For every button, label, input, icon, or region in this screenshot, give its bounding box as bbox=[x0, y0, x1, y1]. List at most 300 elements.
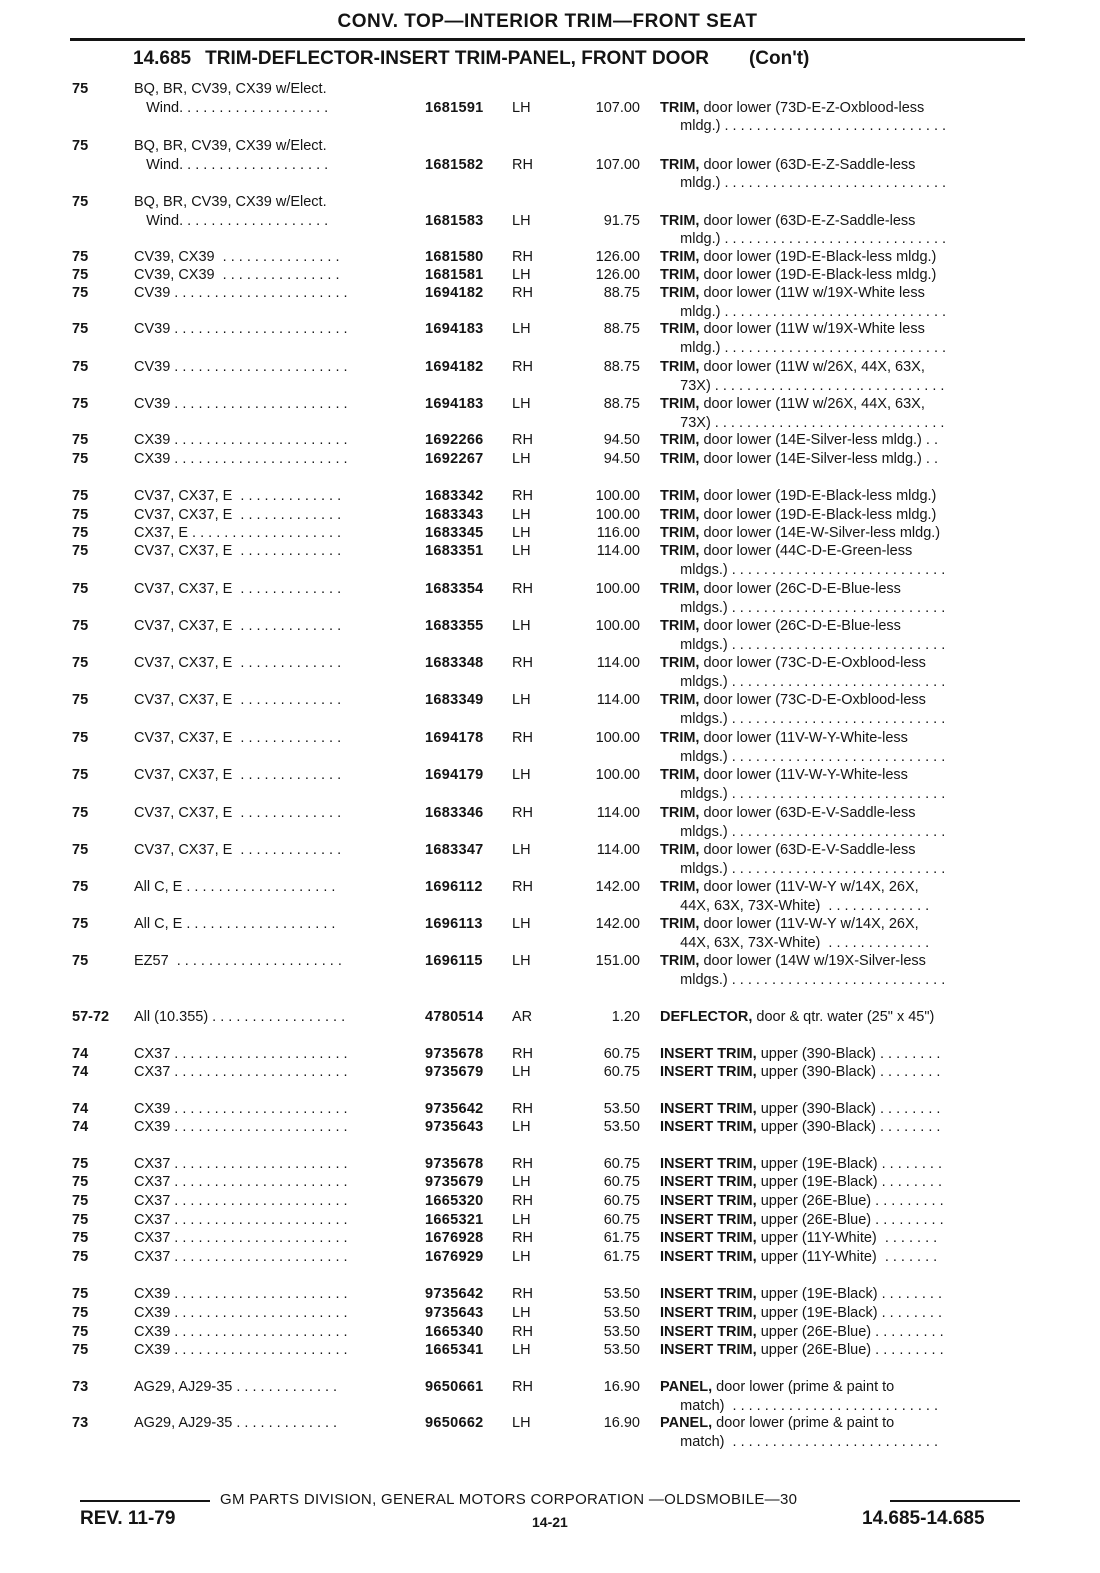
price: 107.00 bbox=[595, 99, 640, 116]
part-name: TRIM, bbox=[660, 525, 700, 541]
part-number: 1696112 bbox=[425, 879, 483, 895]
page-header: CONV. TOP—INTERIOR TRIM—FRONT SEAT bbox=[70, 8, 1025, 41]
part-name: TRIM, bbox=[660, 359, 700, 375]
part-description: INSERT TRIM, upper (11Y-White) . . . . . . . bbox=[660, 1249, 938, 1265]
part-number: 1683354 bbox=[425, 581, 484, 597]
part-description: TRIM, door lower (19D-E-Black-less mldg.) bbox=[660, 249, 937, 265]
model-year: 75 bbox=[72, 267, 89, 283]
part-number: 1665320 bbox=[425, 1193, 484, 1209]
model-year: 75 bbox=[72, 451, 89, 467]
part-number: 9650661 bbox=[425, 1379, 484, 1395]
part-name: INSERT TRIM, bbox=[660, 1193, 757, 1209]
model-application: CV39 . . . . . . . . . . . . . . . . . . . . . . bbox=[134, 396, 348, 412]
model-application: CX37 . . . . . . . . . . . . . . . . . . . . . . bbox=[134, 1046, 348, 1062]
part-name: TRIM, bbox=[660, 805, 700, 821]
side: LH bbox=[512, 267, 531, 283]
part-name: INSERT TRIM, bbox=[660, 1342, 757, 1358]
part-name: TRIM, bbox=[660, 730, 700, 746]
part-number: 1683342 bbox=[425, 488, 484, 504]
revision-date: REV. 11-79 bbox=[80, 1508, 176, 1529]
part-description: TRIM, door lower (14E-W-Silver-less mldg.) bbox=[660, 525, 941, 541]
footer-publisher: GM PARTS DIVISION, GENERAL MOTORS CORPORATION —OLDSMOBILE—30 bbox=[220, 1491, 798, 1508]
price: 114.00 bbox=[596, 805, 640, 821]
side: RH bbox=[512, 730, 533, 746]
part-number: 1683345 bbox=[425, 525, 484, 541]
model-application: EZ57 . . . . . . . . . . . . . . . . . . . . . bbox=[134, 953, 342, 969]
part-name: TRIM, bbox=[660, 488, 700, 504]
model-application: CV37, CX37, E . . . . . . . . . . . . . bbox=[134, 842, 342, 858]
part-name: TRIM, bbox=[660, 267, 700, 283]
model-application: CV37, CX37, E . . . . . . . . . . . . . bbox=[134, 543, 342, 559]
model-application: CX37 . . . . . . . . . . . . . . . . . . . . . . bbox=[134, 1212, 348, 1228]
model-year: 57-72 bbox=[72, 1009, 110, 1025]
part-name: TRIM, bbox=[660, 321, 700, 337]
part-name: INSERT TRIM, bbox=[660, 1174, 757, 1190]
part-number: 1694178 bbox=[425, 730, 484, 746]
side: LH bbox=[512, 543, 531, 559]
model-application: CV39 . . . . . . . . . . . . . . . . . . . . . . bbox=[134, 321, 348, 337]
price: 60.75 bbox=[603, 1064, 640, 1080]
part-description: TRIM, door lower (19D-E-Black-less mldg.) bbox=[660, 507, 937, 523]
model-year: 75 bbox=[72, 618, 89, 634]
model-year: 75 bbox=[72, 805, 89, 821]
model-application: BQ, BR, CV39, CX39 w/Elect. Wind. . . . . . . . . . . . . . . . . . . bbox=[134, 138, 329, 173]
side: RH bbox=[512, 1286, 533, 1302]
price: 94.50 bbox=[603, 451, 640, 467]
model-application: CV39 . . . . . . . . . . . . . . . . . . . . . . bbox=[134, 359, 348, 375]
part-description: INSERT TRIM, upper (26E-Blue) . . . . . . . . . bbox=[660, 1324, 944, 1340]
model-year: 75 bbox=[72, 1249, 89, 1265]
side: RH bbox=[512, 1193, 533, 1209]
part-name: INSERT TRIM, bbox=[660, 1305, 757, 1321]
model-year: 75 bbox=[72, 81, 89, 97]
model-application: CX37 . . . . . . . . . . . . . . . . . . . . . . bbox=[134, 1156, 348, 1172]
part-number: 1681582 bbox=[425, 156, 484, 173]
part-number: 1696115 bbox=[425, 953, 483, 969]
model-application: CV37, CX37, E . . . . . . . . . . . . . bbox=[134, 507, 342, 523]
side: LH bbox=[512, 1342, 531, 1358]
price: 1.20 bbox=[611, 1009, 640, 1025]
model-year: 75 bbox=[72, 730, 89, 746]
price: 88.75 bbox=[603, 359, 640, 375]
part-number: 9735643 bbox=[425, 1305, 484, 1321]
side: RH bbox=[512, 805, 533, 821]
model-application: CX39 . . . . . . . . . . . . . . . . . . . . . . bbox=[134, 1101, 348, 1117]
side: LH bbox=[512, 507, 531, 523]
part-name: TRIM, bbox=[660, 879, 700, 895]
model-application: CX37 . . . . . . . . . . . . . . . . . . . . . . bbox=[134, 1249, 348, 1265]
part-name: TRIM, bbox=[660, 507, 700, 523]
part-number: 1694179 bbox=[425, 767, 484, 783]
part-description: TRIM, door lower (11W w/26X, 44X, 63X, 73X) . . . . . . . . . . . . . . . . . . . . . . . . . . . . . bbox=[660, 359, 945, 394]
price: 53.50 bbox=[603, 1286, 640, 1302]
part-number: 1681580 bbox=[425, 249, 484, 265]
model-year: 75 bbox=[72, 1174, 89, 1190]
model-year: 75 bbox=[72, 1193, 89, 1209]
part-name: INSERT TRIM, bbox=[660, 1156, 757, 1172]
part-name: TRIM, bbox=[660, 285, 700, 301]
side: RH bbox=[512, 488, 533, 504]
part-name: INSERT TRIM, bbox=[660, 1286, 757, 1302]
price: 100.00 bbox=[595, 618, 640, 634]
part-description: TRIM, door lower (14E-Silver-less mldg.) . . bbox=[660, 451, 938, 467]
price: 88.75 bbox=[603, 285, 640, 301]
price: 53.50 bbox=[603, 1324, 640, 1340]
model-year: 74 bbox=[72, 1101, 89, 1117]
section-range: 14.685-14.685 bbox=[862, 1508, 985, 1529]
part-description: TRIM, door lower (11V-W-Y w/14X, 26X, 44X, 63X, 73X-White) . . . . . . . . . . . . . bbox=[660, 879, 930, 914]
part-name: INSERT TRIM, bbox=[660, 1230, 757, 1246]
side: RH bbox=[512, 156, 533, 173]
part-number: 1683355 bbox=[425, 618, 484, 634]
model-year: 75 bbox=[72, 953, 89, 969]
model-application: All C, E . . . . . . . . . . . . . . . . . . . bbox=[134, 916, 336, 932]
price: 142.00 bbox=[595, 879, 640, 895]
part-description: PANEL, door lower (prime & paint to match) . . . . . . . . . . . . . . . . . . . . . . . . . . bbox=[660, 1379, 938, 1414]
model-application: BQ, BR, CV39, CX39 w/Elect. Wind. . . . . . . . . . . . . . . . . . . bbox=[134, 81, 329, 116]
price: 100.00 bbox=[595, 767, 640, 783]
model-application: CV37, CX37, E . . . . . . . . . . . . . bbox=[134, 581, 342, 597]
part-number: 9650662 bbox=[425, 1415, 484, 1431]
model-year: 75 bbox=[72, 916, 89, 932]
price: 53.50 bbox=[603, 1342, 640, 1358]
part-description: INSERT TRIM, upper (390-Black) . . . . . . . . bbox=[660, 1101, 941, 1117]
price: 91.75 bbox=[603, 212, 640, 229]
price: 61.75 bbox=[603, 1249, 640, 1265]
part-description: TRIM, door lower (19D-E-Black-less mldg.) bbox=[660, 488, 937, 504]
part-description: INSERT TRIM, upper (11Y-White) . . . . . . . bbox=[660, 1230, 938, 1246]
model-year: 75 bbox=[72, 842, 89, 858]
part-name: TRIM, bbox=[660, 249, 700, 265]
part-number: 1694183 bbox=[425, 396, 484, 412]
model-year: 75 bbox=[72, 1212, 89, 1228]
price: 60.75 bbox=[603, 1174, 640, 1190]
side: LH bbox=[512, 1064, 531, 1080]
model-application: CX39 . . . . . . . . . . . . . . . . . . . . . . bbox=[134, 1305, 348, 1321]
part-number: 1683351 bbox=[425, 543, 484, 559]
side: LH bbox=[512, 321, 531, 337]
price: 16.90 bbox=[603, 1379, 640, 1395]
model-year: 75 bbox=[72, 581, 89, 597]
part-description: INSERT TRIM, upper (390-Black) . . . . . . . . bbox=[660, 1046, 941, 1062]
part-name: PANEL, bbox=[660, 1415, 713, 1431]
price: 100.00 bbox=[595, 730, 640, 746]
part-number: 1665340 bbox=[425, 1324, 484, 1340]
section-continued: (Con't) bbox=[748, 48, 810, 69]
part-description: DEFLECTOR, door & qtr. water (25" x 45") bbox=[660, 1009, 935, 1025]
price: 53.50 bbox=[603, 1119, 640, 1135]
model-application: CX39 . . . . . . . . . . . . . . . . . . . . . . bbox=[134, 1324, 348, 1340]
part-description: INSERT TRIM, upper (390-Black) . . . . . . . . bbox=[660, 1119, 941, 1135]
model-year: 75 bbox=[72, 1305, 89, 1321]
price: 126.00 bbox=[595, 249, 640, 265]
part-description: TRIM, door lower (26C-D-E-Blue-less mldgs.) . . . . . . . . . . . . . . . . . . . . . . . . . . . bbox=[660, 581, 946, 616]
price: 114.00 bbox=[596, 655, 640, 671]
part-description: TRIM, door lower (63D-E-V-Saddle-less mldgs.) . . . . . . . . . . . . . . . . . . . . . . . . . . . bbox=[660, 805, 946, 840]
part-number: 1696113 bbox=[425, 916, 483, 932]
side: RH bbox=[512, 1230, 533, 1246]
model-application: CV37, CX37, E . . . . . . . . . . . . . bbox=[134, 692, 342, 708]
price: 61.75 bbox=[603, 1230, 640, 1246]
part-name: TRIM, bbox=[660, 156, 700, 173]
part-description: PANEL, door lower (prime & paint to match) . . . . . . . . . . . . . . . . . . . . . . . . . . bbox=[660, 1415, 938, 1450]
section-name: TRIM-DEFLECTOR-INSERT TRIM-PANEL, FRONT DOOR bbox=[205, 48, 709, 69]
part-number: 9735679 bbox=[425, 1064, 484, 1080]
part-number: 4780514 bbox=[425, 1009, 484, 1025]
part-description: TRIM, door lower (11W w/19X-White less mldg.) . . . . . . . . . . . . . . . . . . . . . . . . . . . . bbox=[660, 285, 947, 320]
part-number: 1694182 bbox=[425, 359, 484, 375]
part-description: INSERT TRIM, upper (19E-Black) . . . . . . . . bbox=[660, 1305, 943, 1321]
part-name: INSERT TRIM, bbox=[660, 1324, 757, 1340]
model-year: 74 bbox=[72, 1046, 89, 1062]
page-number: 14-21 bbox=[532, 1514, 568, 1530]
part-name: TRIM, bbox=[660, 842, 700, 858]
side: LH bbox=[512, 916, 531, 932]
part-number: 9735643 bbox=[425, 1119, 484, 1135]
side: LH bbox=[512, 1305, 531, 1321]
part-name: TRIM, bbox=[660, 396, 700, 412]
model-application: CX37 . . . . . . . . . . . . . . . . . . . . . . bbox=[134, 1174, 348, 1190]
footer-rule-right bbox=[890, 1500, 1020, 1502]
model-application: CX37 . . . . . . . . . . . . . . . . . . . . . . bbox=[134, 1193, 348, 1209]
model-application: All C, E . . . . . . . . . . . . . . . . . . . bbox=[134, 879, 336, 895]
part-name: TRIM, bbox=[660, 692, 700, 708]
model-application: CV37, CX37, E . . . . . . . . . . . . . bbox=[134, 488, 342, 504]
model-application: CX39 . . . . . . . . . . . . . . . . . . . . . . bbox=[134, 1286, 348, 1302]
model-year: 75 bbox=[72, 692, 89, 708]
part-number: 1683349 bbox=[425, 692, 484, 708]
side: LH bbox=[512, 1249, 531, 1265]
model-application: CV37, CX37, E . . . . . . . . . . . . . bbox=[134, 805, 342, 821]
price: 53.50 bbox=[603, 1101, 640, 1117]
price: 114.00 bbox=[596, 842, 640, 858]
model-application: CV39, CX39 . . . . . . . . . . . . . . . bbox=[134, 267, 340, 283]
model-application: CV39 . . . . . . . . . . . . . . . . . . . . . . bbox=[134, 285, 348, 301]
part-description: INSERT TRIM, upper (19E-Black) . . . . . . . . bbox=[660, 1156, 943, 1172]
side: RH bbox=[512, 1379, 533, 1395]
model-application: CX37, E . . . . . . . . . . . . . . . . . . . bbox=[134, 525, 342, 541]
part-description: TRIM, door lower (63D-E-Z-Saddle-less mldg.) . . . . . . . . . . . . . . . . . . . . . . . . . . . . bbox=[660, 156, 947, 191]
side: LH bbox=[512, 396, 531, 412]
part-number: 9735678 bbox=[425, 1046, 484, 1062]
part-name: INSERT TRIM, bbox=[660, 1046, 757, 1062]
model-year: 75 bbox=[72, 1324, 89, 1340]
price: 142.00 bbox=[595, 916, 640, 932]
side: LH bbox=[512, 451, 531, 467]
model-year: 75 bbox=[72, 1286, 89, 1302]
part-name: INSERT TRIM, bbox=[660, 1101, 757, 1117]
price: 100.00 bbox=[595, 507, 640, 523]
model-application: BQ, BR, CV39, CX39 w/Elect. Wind. . . . . . . . . . . . . . . . . . . bbox=[134, 194, 329, 229]
part-description: TRIM, door lower (19D-E-Black-less mldg.) bbox=[660, 267, 937, 283]
side: LH bbox=[512, 1174, 531, 1190]
part-description: INSERT TRIM, upper (26E-Blue) . . . . . . . . . bbox=[660, 1193, 944, 1209]
part-name: INSERT TRIM, bbox=[660, 1249, 757, 1265]
side: LH bbox=[512, 953, 531, 969]
price: 114.00 bbox=[596, 692, 640, 708]
side: RH bbox=[512, 249, 533, 265]
part-number: 9735678 bbox=[425, 1156, 484, 1172]
part-description: TRIM, door lower (63D-E-Z-Saddle-less mldg.) . . . . . . . . . . . . . . . . . . . . . . . . . . . . bbox=[660, 212, 947, 247]
part-description: INSERT TRIM, upper (26E-Blue) . . . . . . . . . bbox=[660, 1342, 944, 1358]
part-description: INSERT TRIM, upper (19E-Black) . . . . . . . . bbox=[660, 1174, 943, 1190]
price: 100.00 bbox=[595, 581, 640, 597]
model-year: 74 bbox=[72, 1064, 89, 1080]
price: 100.00 bbox=[595, 488, 640, 504]
side: LH bbox=[512, 212, 531, 229]
side: LH bbox=[512, 99, 531, 116]
model-application: AG29, AJ29-35 . . . . . . . . . . . . . bbox=[134, 1379, 338, 1395]
part-name: TRIM, bbox=[660, 618, 700, 634]
side: AR bbox=[512, 1009, 533, 1025]
model-year: 75 bbox=[72, 767, 89, 783]
model-application: CV39, CX39 . . . . . . . . . . . . . . . bbox=[134, 249, 340, 265]
model-year: 75 bbox=[72, 321, 89, 337]
part-description: TRIM, door lower (73C-D-E-Oxblood-less mldgs.) . . . . . . . . . . . . . . . . . . . . . . . . . . . bbox=[660, 692, 946, 727]
model-application: CV37, CX37, E . . . . . . . . . . . . . bbox=[134, 618, 342, 634]
part-name: TRIM, bbox=[660, 543, 700, 559]
model-year: 75 bbox=[72, 879, 89, 895]
side: RH bbox=[512, 655, 533, 671]
model-year: 73 bbox=[72, 1379, 89, 1395]
model-application: CX37 . . . . . . . . . . . . . . . . . . . . . . bbox=[134, 1230, 348, 1246]
model-application: CX39 . . . . . . . . . . . . . . . . . . . . . . bbox=[134, 432, 348, 448]
part-description: INSERT TRIM, upper (390-Black) . . . . . . . . bbox=[660, 1064, 941, 1080]
side: LH bbox=[512, 1119, 531, 1135]
side: RH bbox=[512, 1156, 533, 1172]
part-name: TRIM, bbox=[660, 99, 700, 116]
part-name: TRIM, bbox=[660, 581, 700, 597]
price: 151.00 bbox=[595, 953, 640, 969]
part-description: TRIM, door lower (63D-E-V-Saddle-less mldgs.) . . . . . . . . . . . . . . . . . . . . . . . . . . . bbox=[660, 842, 946, 877]
side: RH bbox=[512, 1046, 533, 1062]
price: 88.75 bbox=[603, 321, 640, 337]
part-name: TRIM, bbox=[660, 916, 700, 932]
model-application: CX37 . . . . . . . . . . . . . . . . . . . . . . bbox=[134, 1064, 348, 1080]
part-number: 1676928 bbox=[425, 1230, 484, 1246]
part-description: TRIM, door lower (14W w/19X-Silver-less mldgs.) . . . . . . . . . . . . . . . . . . . . . . . . . . . bbox=[660, 953, 946, 988]
part-name: TRIM, bbox=[660, 655, 700, 671]
model-year: 75 bbox=[72, 507, 89, 523]
part-name: INSERT TRIM, bbox=[660, 1064, 757, 1080]
price: 16.90 bbox=[603, 1415, 640, 1431]
part-number: 1681591 bbox=[425, 99, 484, 116]
model-application: CX39 . . . . . . . . . . . . . . . . . . . . . . bbox=[134, 1342, 348, 1358]
model-year: 75 bbox=[72, 655, 89, 671]
model-year: 75 bbox=[72, 138, 89, 154]
part-name: DEFLECTOR, bbox=[660, 1009, 753, 1025]
part-name: TRIM, bbox=[660, 953, 700, 969]
part-name: TRIM, bbox=[660, 451, 700, 467]
side: LH bbox=[512, 692, 531, 708]
model-year: 75 bbox=[72, 1342, 89, 1358]
part-description: TRIM, door lower (26C-D-E-Blue-less mldgs.) . . . . . . . . . . . . . . . . . . . . . . . . . . . bbox=[660, 618, 946, 653]
price: 107.00 bbox=[595, 156, 640, 173]
side: LH bbox=[512, 618, 531, 634]
part-number: 1681581 bbox=[425, 267, 484, 283]
part-description: INSERT TRIM, upper (19E-Black) . . . . . . . . bbox=[660, 1286, 943, 1302]
part-description: TRIM, door lower (73C-D-E-Oxblood-less mldgs.) . . . . . . . . . . . . . . . . . . . . . . . . . . . bbox=[660, 655, 946, 690]
part-name: INSERT TRIM, bbox=[660, 1119, 757, 1135]
part-number: 1692267 bbox=[425, 451, 484, 467]
part-number: 1683343 bbox=[425, 507, 484, 523]
part-description: TRIM, door lower (11W w/19X-White less mldg.) . . . . . . . . . . . . . . . . . . . . . . . . . . . . bbox=[660, 321, 947, 356]
price: 126.00 bbox=[595, 267, 640, 283]
part-description: TRIM, door lower (14E-Silver-less mldg.) . . bbox=[660, 432, 938, 448]
side: RH bbox=[512, 1101, 533, 1117]
model-application: All (10.355) . . . . . . . . . . . . . . . . . bbox=[134, 1009, 346, 1025]
part-name: TRIM, bbox=[660, 767, 700, 783]
model-year: 75 bbox=[72, 1230, 89, 1246]
part-description: TRIM, door lower (11V-W-Y-White-less mldgs.) . . . . . . . . . . . . . . . . . . . . . . . . . . . bbox=[660, 730, 946, 765]
part-description: TRIM, door lower (73D-E-Z-Oxblood-less mldg.) . . . . . . . . . . . . . . . . . . . . . . . . . . . . bbox=[660, 99, 947, 134]
part-number: 1665341 bbox=[425, 1342, 484, 1358]
price: 60.75 bbox=[603, 1212, 640, 1228]
model-year: 75 bbox=[72, 525, 89, 541]
model-year: 75 bbox=[72, 249, 89, 265]
model-year: 75 bbox=[72, 285, 89, 301]
model-year: 73 bbox=[72, 1415, 89, 1431]
part-description: INSERT TRIM, upper (26E-Blue) . . . . . . . . . bbox=[660, 1212, 944, 1228]
side: RH bbox=[512, 432, 533, 448]
price: 94.50 bbox=[603, 432, 640, 448]
part-name: TRIM, bbox=[660, 212, 700, 229]
model-application: CV37, CX37, E . . . . . . . . . . . . . bbox=[134, 767, 342, 783]
footer-rule-left bbox=[80, 1500, 210, 1502]
model-application: AG29, AJ29-35 . . . . . . . . . . . . . bbox=[134, 1415, 338, 1431]
model-application: CV37, CX37, E . . . . . . . . . . . . . bbox=[134, 655, 342, 671]
price: 114.00 bbox=[596, 543, 640, 559]
part-description: TRIM, door lower (11V-W-Y w/14X, 26X, 44X, 63X, 73X-White) . . . . . . . . . . . . . bbox=[660, 916, 930, 951]
model-year: 75 bbox=[72, 1156, 89, 1172]
model-application: CX39 . . . . . . . . . . . . . . . . . . . . . . bbox=[134, 451, 348, 467]
price: 60.75 bbox=[603, 1156, 640, 1172]
price: 116.00 bbox=[596, 525, 640, 541]
side: RH bbox=[512, 581, 533, 597]
side: LH bbox=[512, 1415, 531, 1431]
part-name: TRIM, bbox=[660, 432, 700, 448]
model-application: CX39 . . . . . . . . . . . . . . . . . . . . . . bbox=[134, 1119, 348, 1135]
side: RH bbox=[512, 359, 533, 375]
part-number: 1683347 bbox=[425, 842, 484, 858]
model-year: 75 bbox=[72, 432, 89, 448]
model-year: 75 bbox=[72, 488, 89, 504]
side: RH bbox=[512, 879, 533, 895]
side: LH bbox=[512, 842, 531, 858]
part-name: INSERT TRIM, bbox=[660, 1212, 757, 1228]
price: 60.75 bbox=[603, 1193, 640, 1209]
price: 53.50 bbox=[603, 1305, 640, 1321]
part-description: TRIM, door lower (11V-W-Y-White-less mldgs.) . . . . . . . . . . . . . . . . . . . . . . . . . . . bbox=[660, 767, 946, 802]
side: LH bbox=[512, 1212, 531, 1228]
side: RH bbox=[512, 1324, 533, 1340]
part-number: 1681583 bbox=[425, 212, 484, 229]
part-number: 9735642 bbox=[425, 1286, 484, 1302]
side: LH bbox=[512, 525, 531, 541]
part-description: TRIM, door lower (11W w/26X, 44X, 63X, 73X) . . . . . . . . . . . . . . . . . . . . . . . . . . . . . bbox=[660, 396, 945, 431]
part-number: 1692266 bbox=[425, 432, 484, 448]
part-number: 1683348 bbox=[425, 655, 484, 671]
part-number: 1665321 bbox=[425, 1212, 484, 1228]
side: LH bbox=[512, 767, 531, 783]
model-application: CV37, CX37, E . . . . . . . . . . . . . bbox=[134, 730, 342, 746]
price: 60.75 bbox=[603, 1046, 640, 1062]
section-number: 14.685 bbox=[133, 48, 192, 69]
part-number: 1694183 bbox=[425, 321, 484, 337]
part-description: TRIM, door lower (44C-D-E-Green-less mldgs.) . . . . . . . . . . . . . . . . . . . . . . . . . . . bbox=[660, 543, 946, 578]
model-year: 75 bbox=[72, 396, 89, 412]
side: RH bbox=[512, 285, 533, 301]
